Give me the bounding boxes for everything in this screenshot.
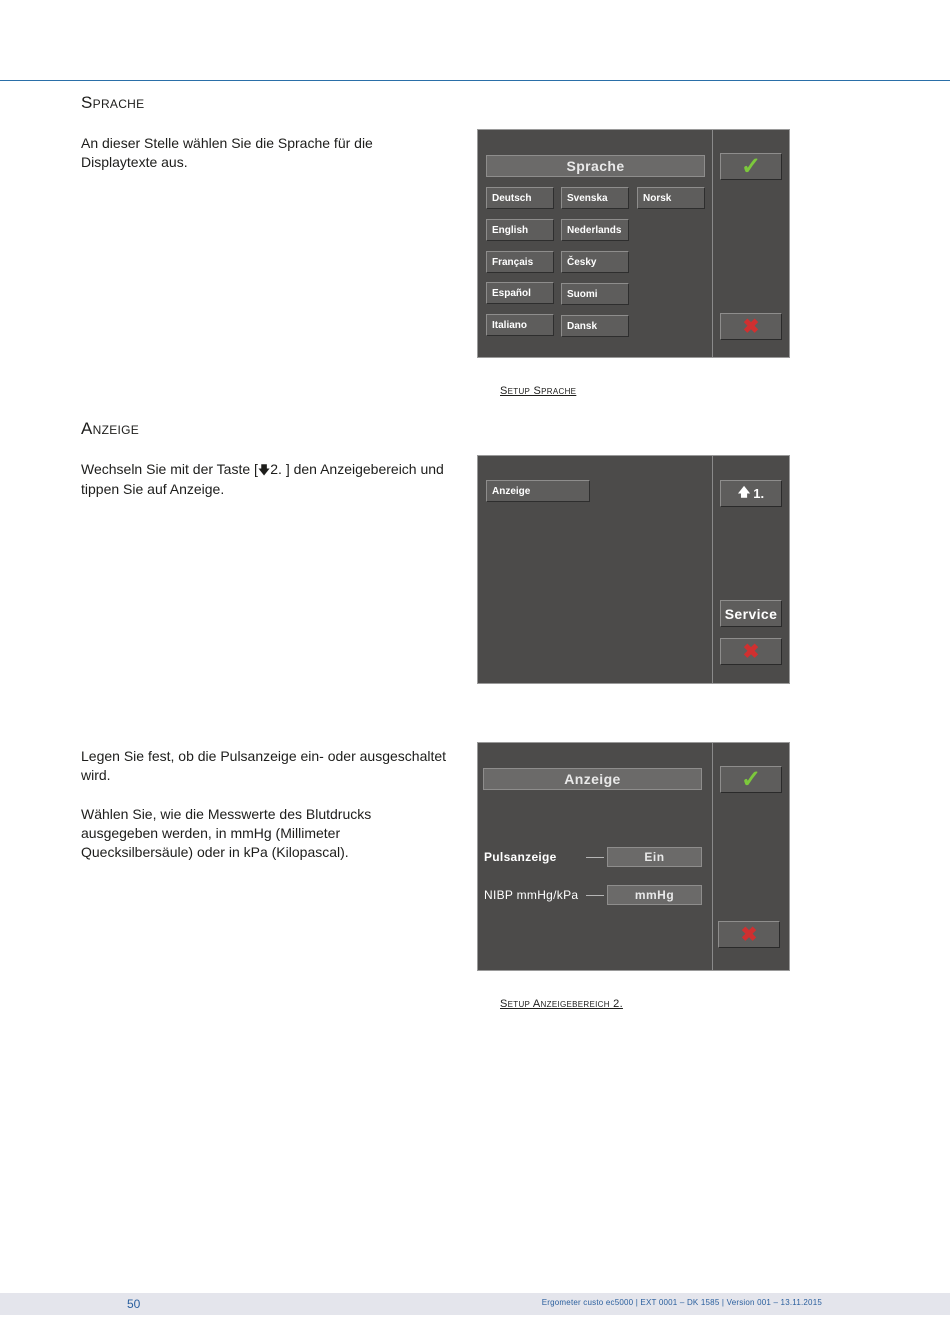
- anzeige-title-bar: Anzeige: [483, 768, 702, 790]
- page-number: 50: [127, 1297, 141, 1311]
- language-button-deutsch[interactable]: Deutsch: [486, 187, 554, 209]
- screen-divider: [712, 130, 713, 357]
- pulsanzeige-label: Pulsanzeige: [484, 850, 557, 864]
- sprache-description: An dieser Stelle wählen Sie die Sprache für die Displaytexte aus.: [81, 135, 373, 170]
- pulse-description: Legen Sie fest, ob die Pulsanzeige ein- oder ausgeschaltet wird.: [81, 748, 447, 783]
- language-button-norsk[interactable]: Norsk: [637, 187, 705, 209]
- text-part: ] den Anzeigebereich und tippen Sie auf Anzeige.: [81, 461, 444, 497]
- sprache-screen: [477, 129, 790, 358]
- language-button-dansk[interactable]: Dansk: [561, 315, 629, 337]
- nibp-value-button[interactable]: mmHg: [607, 885, 702, 905]
- confirm-button[interactable]: [720, 153, 782, 180]
- close-icon: ✖: [740, 923, 758, 946]
- language-button-suomi[interactable]: Suomi: [561, 283, 629, 305]
- text-part: Wechseln Sie mit der Taste [: [81, 461, 258, 477]
- screen-divider: [712, 456, 713, 683]
- anzeige-menu-screen: [477, 455, 790, 684]
- close-icon: ✖: [742, 640, 760, 663]
- close-icon: ✖: [742, 315, 760, 338]
- check-icon: ✓: [740, 765, 762, 793]
- section-heading-anzeige: Anzeige: [81, 419, 140, 438]
- language-button-espanol[interactable]: Español: [486, 282, 554, 304]
- connector-line: [586, 895, 604, 896]
- page-up-label: 1.: [753, 486, 765, 501]
- check-icon: ✓: [740, 152, 762, 180]
- anzeige-description: [81, 460, 451, 499]
- language-button-nederlands[interactable]: Nederlands: [561, 219, 629, 241]
- arrow-down-icon: 🡇: [257, 463, 271, 477]
- cancel-button[interactable]: [718, 921, 780, 948]
- cancel-button[interactable]: [720, 638, 782, 665]
- anzeige-menu-item[interactable]: Anzeige: [486, 480, 590, 502]
- language-button-english[interactable]: English: [486, 219, 554, 241]
- section-heading-sprache: Sprache: [81, 93, 145, 112]
- nibp-label: NIBP mmHg/kPa: [484, 888, 579, 902]
- language-button-francais[interactable]: Français: [486, 251, 554, 273]
- pulsanzeige-value-button[interactable]: Ein: [607, 847, 702, 867]
- arrow-up-icon: 🡅: [737, 485, 751, 499]
- confirm-button[interactable]: [720, 766, 782, 793]
- page-up-button[interactable]: [720, 480, 782, 507]
- footer-text: Ergometer custo ec5000 | EXT 0001 – DK 1585 | Version 001 – 13.11.2015: [541, 1298, 822, 1307]
- key-label: 2.: [270, 461, 282, 477]
- language-button-cesky[interactable]: Česky: [561, 251, 629, 273]
- caption-setup-anzeigebereich: Setup Anzeigebereich 2.: [500, 998, 623, 1010]
- anzeige-settings-screen: [477, 742, 790, 971]
- caption-setup-sprache: Setup Sprache: [500, 385, 577, 397]
- language-button-svenska[interactable]: Svenska: [561, 187, 629, 209]
- service-button[interactable]: Service: [720, 600, 782, 627]
- language-button-italiano[interactable]: Italiano: [486, 314, 554, 336]
- screen-divider: [712, 743, 713, 970]
- sprache-title-bar: Sprache: [486, 155, 705, 177]
- nibp-description: Wählen Sie, wie die Messwerte des Blutdrucks ausgegeben werden, in mmHg (Millimeter Quecksilbersäule) oder in kPa (Kilopascal).: [81, 806, 372, 860]
- header-rule: [0, 80, 950, 81]
- cancel-button[interactable]: [720, 313, 782, 340]
- connector-line: [586, 857, 604, 858]
